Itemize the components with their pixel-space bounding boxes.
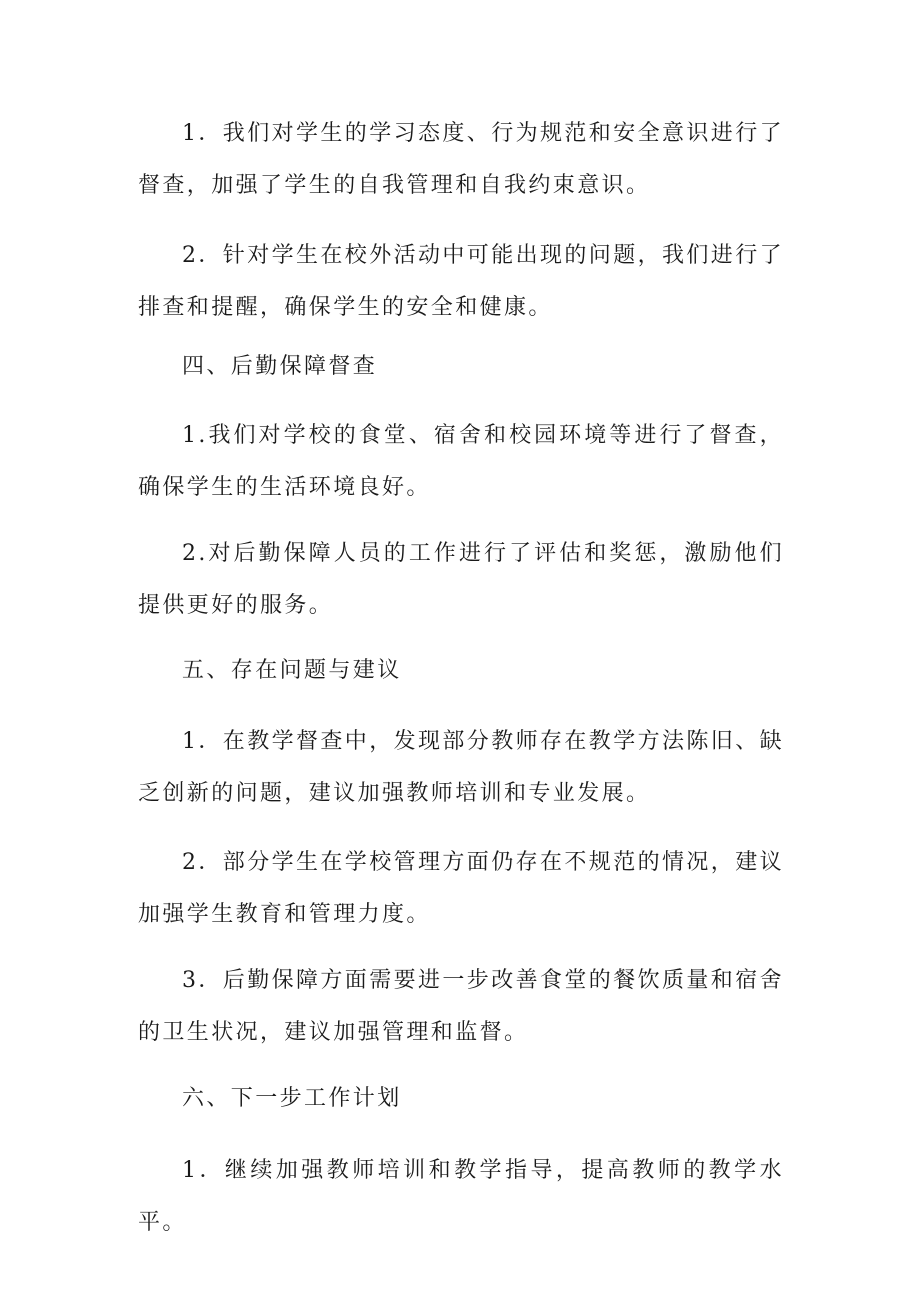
paragraph-teaching-methods-issue: 1．在教学督查中，发现部分教师存在教学方法陈旧、缺乏创新的问题，建议加强教师培训和专业发展。 [138,729,784,806]
paragraph-offcampus-activity-check: 2．针对学生在校外活动中可能出现的问题，我们进行了排查和提醒，确保学生的安全和健康。 [138,243,784,320]
paragraph-teacher-training-plan: 1．继续加强教师培训和教学指导，提高教师的教学水平。 [138,1158,784,1235]
section-heading-next-plan: 六、下一步工作计划 [182,1086,402,1111]
paragraph-logistics-improvement: 3．后勤保障方面需要进一步改善食堂的餐饮质量和宿舍的卫生状况，建议加强管理和监督。 [138,968,784,1045]
paragraph-student-conduct-inspection: 1．我们对学生的学习态度、行为规范和安全意识进行了督查，加强了学生的自我管理和自我约束意识。 [138,121,784,198]
paragraph-canteen-dorm-inspection: 1.我们对学校的食堂、宿舍和校园环境等进行了督查，确保学生的生活环境良好。 [138,423,784,500]
paragraph-staff-evaluation: 2.对后勤保障人员的工作进行了评估和奖惩，激励他们提供更好的服务。 [138,541,784,618]
section-heading-problems-suggestions: 五、存在问题与建议 [182,658,402,683]
paragraph-student-management-issue: 2．部分学生在学校管理方面仍存在不规范的情况，建议加强学生教育和管理力度。 [138,850,784,927]
section-heading-logistics: 四、后勤保障督查 [182,354,378,379]
